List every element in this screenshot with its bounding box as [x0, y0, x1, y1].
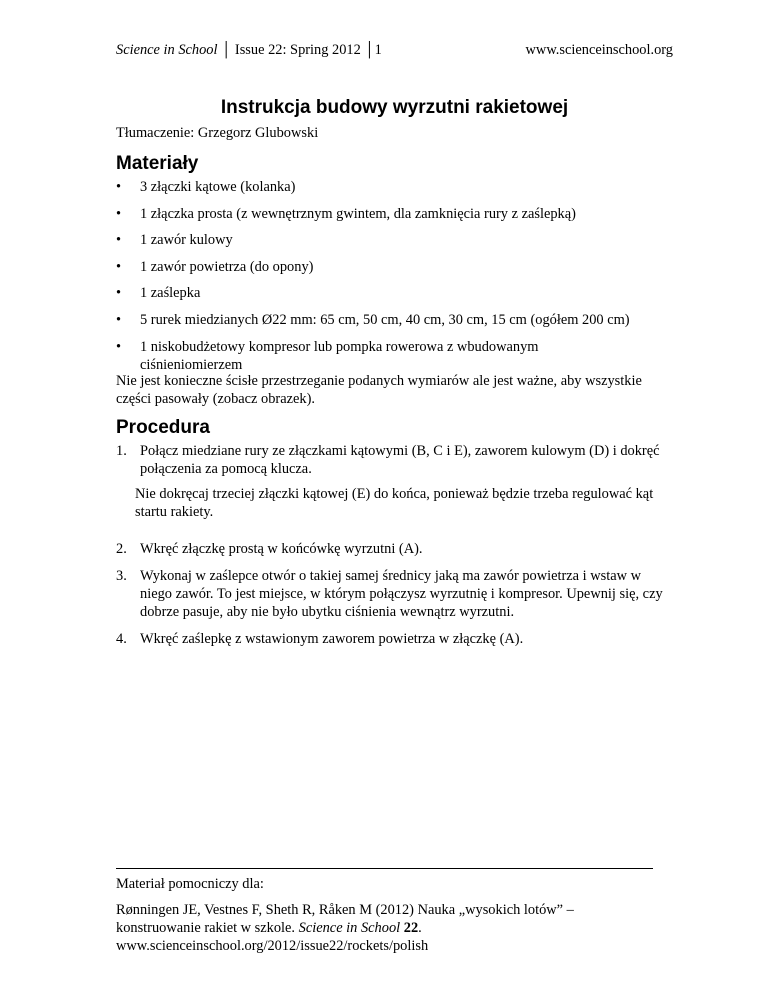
list-item: • 1 zaślepka [116, 284, 656, 302]
header-left [116, 41, 382, 59]
citation-issue: 22 [403, 920, 419, 936]
step-number: 4. [116, 631, 127, 647]
step-number: 1. [116, 443, 127, 459]
page-title: Instrukcja budowy wyrzutni rakietowej [220, 97, 569, 118]
materials-heading: Materiały [116, 153, 199, 174]
step-item [116, 442, 666, 478]
step-item [116, 630, 666, 648]
step-text: Połącz miedziane rury ze złączkami kątowymi (B, C i E), zaworem kulowym (D) i dokręć połączenia za pomocą klucza. [140, 443, 660, 477]
citation-journal: Science in School [298, 920, 401, 936]
list-item: • 3 złączki kątowe (kolanka) [116, 178, 656, 196]
step-text: Wkręć złączkę prostą w końcówkę wyrzutni (A). [140, 541, 423, 557]
procedure-steps [116, 442, 666, 657]
citation-text: Rønningen JE, Vestnes F, Sheth R, Råken M (2012) Nauka „wysokich lotów” – konstruowanie rakiet w szkole. [116, 902, 574, 936]
issue-info: │ Issue 22: Spring 2012 │1 [221, 42, 382, 58]
citation [116, 901, 653, 937]
step-item [116, 540, 666, 558]
step-1-note: Nie dokręcaj trzeciej złączki kątowej (E) do końca, ponieważ będzie trzeba regulować kąt startu rakiety. [135, 486, 654, 520]
journal-name: Science in School [116, 42, 218, 58]
list-item: • 5 rurek miedzianych Ø22 mm: 65 cm, 50 cm, 40 cm, 30 cm, 15 cm (ogółem 200 cm) [116, 311, 646, 329]
footer-link[interactable]: www.scienceinschool.org/2012/issue22/rockets/polish [116, 938, 429, 954]
step-text: Wkręć zaślepkę z wstawionym zaworem powietrza w złączkę (A). [140, 631, 524, 647]
step-number: 2. [116, 541, 127, 557]
step-number: 3. [116, 568, 127, 584]
list-item: • 1 zawór powietrza (do opony) [116, 258, 656, 276]
step-text: Wykonaj w zaślepce otwór o takiej samej średnicy jaką ma zawór powietrza i wstaw w niego zawór. To jest miejsce, w którym połączysz wyrzutnię i kompresor. Upewnij się, czy dobrze pasuje, aby nie było ubytku ciśnienia wewnątrz wyrzutni. [140, 568, 663, 620]
citation-end: . [418, 920, 422, 936]
list-item: • 1 niskobudżetowy kompresor lub pompka rowerowa z wbudowanym ciśnieniomierzem [116, 338, 600, 374]
header-url: www.scienceinschool.org [525, 42, 673, 58]
footer-divider [116, 868, 653, 869]
footer-label: Materiał pomocniczy dla: [116, 876, 264, 892]
materials-list [116, 178, 656, 382]
translator-credit: Tłumaczenie: Grzegorz Glubowski [116, 125, 319, 141]
page-footer [116, 875, 653, 955]
list-item: • 1 zawór kulowy [116, 231, 656, 249]
page-header [116, 41, 673, 59]
step-item [116, 567, 666, 621]
materials-note: Nie jest konieczne ścisłe przestrzeganie podanych wymiarów ale jest ważne, aby wszystkie części pasowały (zobacz obrazek). [116, 373, 642, 407]
procedure-heading: Procedura [116, 417, 210, 438]
list-item: • 1 złączka prosta (z wewnętrznym gwintem, dla zamknięcia rury z zaślepką) [116, 205, 656, 223]
